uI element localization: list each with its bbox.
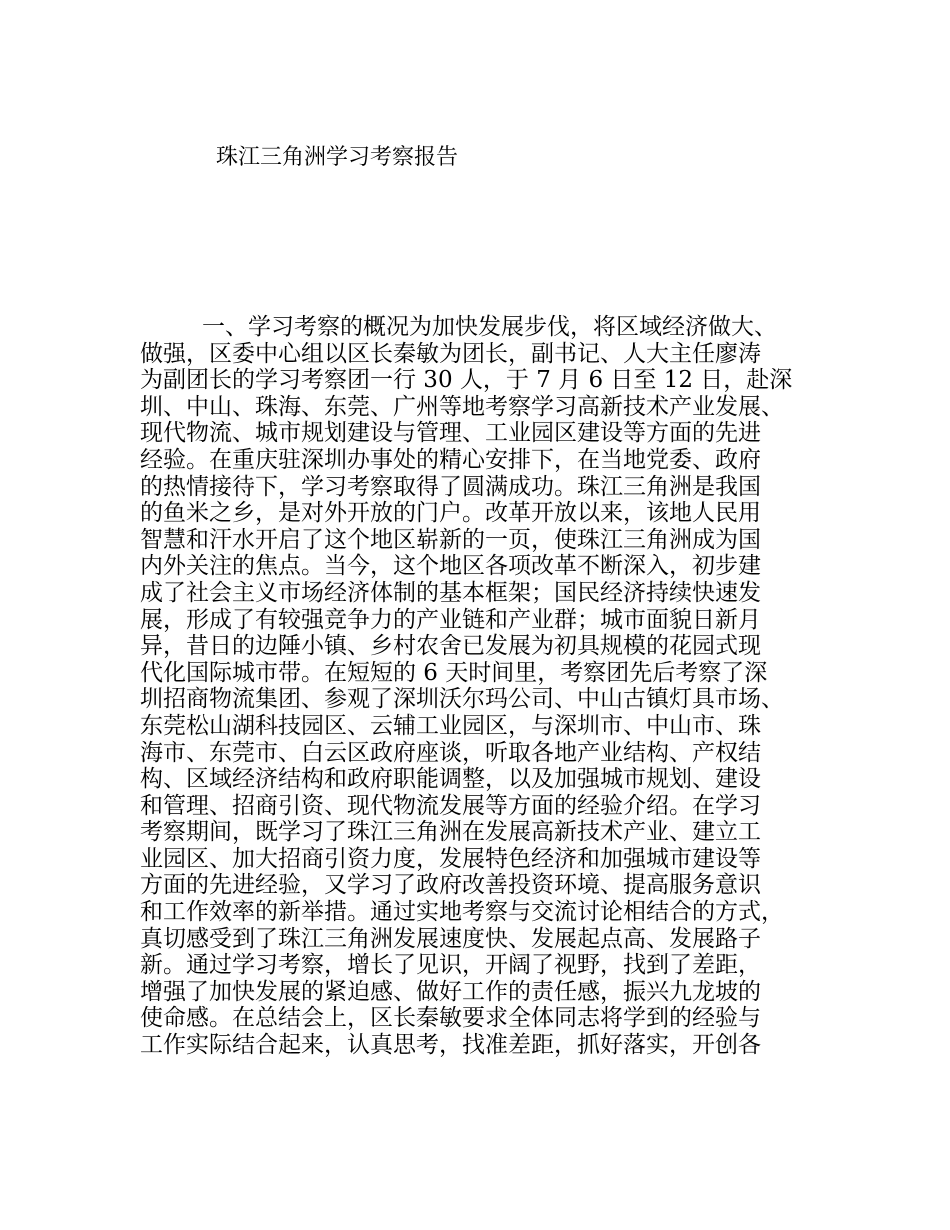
paragraph-line: 经验。在重庆驻深圳办事处的精心安排下，在当地党委、政府 bbox=[140, 446, 761, 473]
paragraph-line: 的鱼米之乡，是对外开放的门户。改革开放以来，该地人民用 bbox=[140, 500, 761, 527]
paragraph-line: 增强了加快发展的紧迫感、做好工作的责任感，振兴九龙坡的 bbox=[140, 978, 761, 1005]
paragraph-line: 一、学习考察的概况为加快发展步伐，将区域经济做大、 bbox=[202, 314, 777, 340]
paragraph-line: 现代物流、城市规划建设与管理、工业园区建设等方面的先进 bbox=[140, 420, 761, 447]
paragraph-line: 异，昔日的边陲小镇、乡村农舍已发展为初具规模的花园式现 bbox=[140, 633, 761, 660]
paragraph-line: 代化国际城市带。在短短的 6 天时间里，考察团先后考察了深 bbox=[140, 659, 768, 686]
paragraph-line: 智慧和汗水开启了这个地区崭新的一页，使珠江三角洲成为国 bbox=[140, 526, 761, 553]
paragraph-line: 和管理、招商引资、现代物流发展等方面的经验介绍。在学习 bbox=[140, 792, 761, 819]
paragraph-line: 做强，区委中心组以区长秦敏为团长，副书记、人大主任廖涛 bbox=[140, 340, 761, 367]
paragraph-line: 新。通过学习考察，增长了见识，开阔了视野，找到了差距， bbox=[140, 952, 761, 979]
paragraph-line: 为副团长的学习考察团一行 30 人，于 7 月 6 日至 12 日，赴深 bbox=[140, 367, 793, 394]
document-title: 珠江三角洲学习考察报告 bbox=[216, 145, 459, 170]
paragraph-line: 真切感受到了珠江三角洲发展速度快、发展起点高、发展路子 bbox=[140, 925, 761, 952]
paragraph-line: 内外关注的焦点。当今，这个地区各项改革不断深入，初步建 bbox=[140, 553, 761, 580]
paragraph-line: 构、区域经济结构和政府职能调整，以及加强城市规划、建设 bbox=[140, 766, 761, 793]
paragraph-line: 业园区、加大招商引资力度，发展特色经济和加强城市建设等 bbox=[140, 845, 761, 872]
paragraph-line: 工作实际结合起来，认真思考，找准差距，抓好落实，开创各 bbox=[140, 1032, 761, 1059]
paragraph-line: 东莞松山湖科技园区、云辅工业园区，与深圳市、中山市、珠 bbox=[140, 712, 761, 739]
body-paragraph bbox=[140, 314, 840, 1059]
paragraph-line: 考察期间，既学习了珠江三角洲在发展高新技术产业、建立工 bbox=[140, 819, 761, 846]
paragraph-line: 方面的先进经验，又学习了政府改善投资环境、提高服务意识 bbox=[140, 872, 761, 899]
paragraph-line: 成了社会主义市场经济体制的基本框架；国民经济持续快速发 bbox=[140, 579, 761, 606]
paragraph-line: 的热情接待下，学习考察取得了圆满成功。珠江三角洲是我国 bbox=[140, 473, 761, 500]
paragraph-line: 海市、东莞市、白云区政府座谈，听取各地产业结构、产权结 bbox=[140, 739, 761, 766]
paragraph-line: 展，形成了有较强竞争力的产业链和产业群；城市面貌日新月 bbox=[140, 606, 761, 633]
paragraph-line: 和工作效率的新举措。通过实地考察与交流讨论相结合的方式， bbox=[140, 899, 784, 926]
paragraph-line: 使命感。在总结会上，区长秦敏要求全体同志将学到的经验与 bbox=[140, 1005, 761, 1032]
paragraph-line: 圳、中山、珠海、东莞、广州等地考察学习高新技术产业发展、 bbox=[140, 393, 784, 420]
paragraph-line: 圳招商物流集团、参观了深圳沃尔玛公司、中山古镇灯具市场、 bbox=[140, 686, 784, 713]
